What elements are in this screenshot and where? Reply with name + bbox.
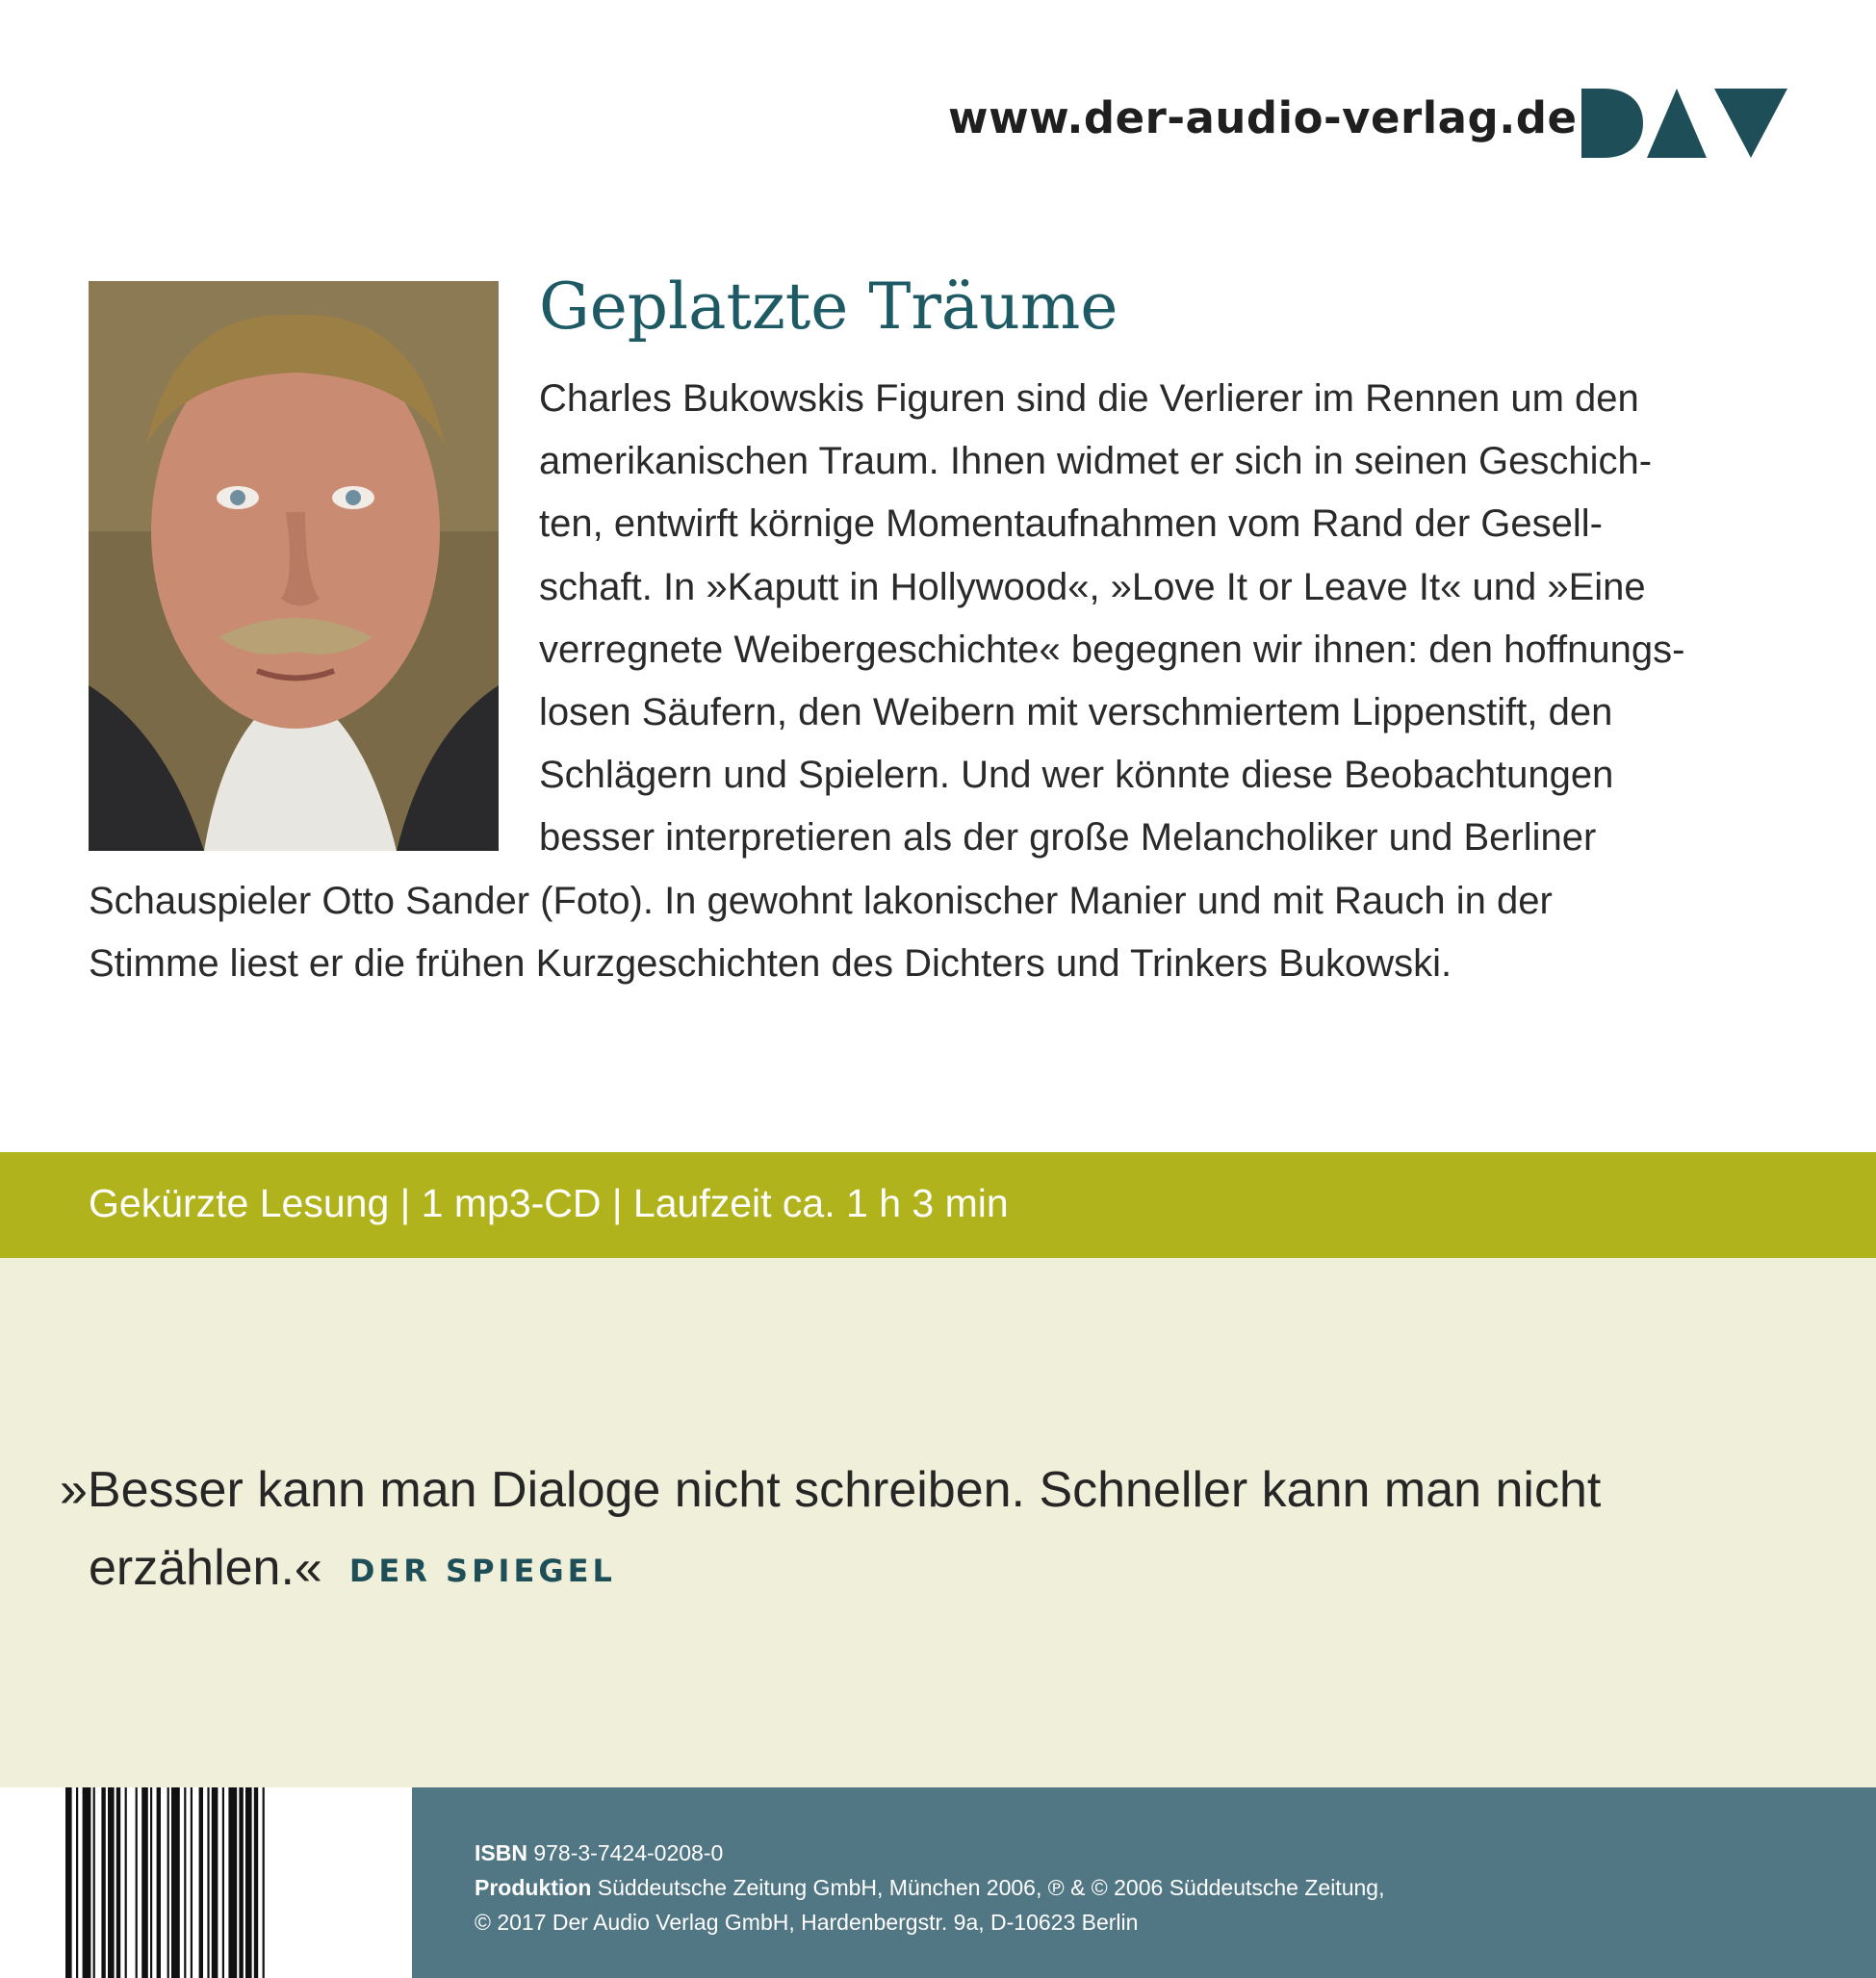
review-quote: [60, 1451, 1792, 1610]
headline-title: Geplatzte Träume: [539, 270, 1118, 344]
description-line: losen Säufern, den Weibern mit verschmiertem Lippenstift, den: [539, 690, 1613, 733]
barcode-bar: [65, 1787, 72, 1978]
barcode-bar: [254, 1787, 258, 1978]
description-line: besser interpretieren als der große Melancholiker und Berliner: [539, 816, 1597, 860]
publishing-info-text: [475, 1836, 1841, 1939]
barcode-bar: [245, 1787, 252, 1978]
barcode-bar: [125, 1787, 127, 1978]
description-line: Stimme liest er die frühen Kurzgeschichten des Dichters und Trinkers Bukowski.: [89, 941, 1452, 985]
description-line: ten, entwirft körnige Momentaufnahmen vom Rand der Gesell-: [539, 502, 1603, 546]
barcode-bar: [83, 1787, 91, 1978]
barcode-bar: [76, 1787, 78, 1978]
barcode-bar: [116, 1787, 120, 1978]
quote-line-last: [60, 1529, 1792, 1610]
barcode-bar: [222, 1787, 224, 1978]
quote-source: DER SPIEGEL: [348, 1552, 616, 1589]
barcode-bar: [136, 1787, 138, 1978]
description-line: Schlägern und Spielern. Und wer könnte diese Beobachtungen: [539, 754, 1614, 797]
isbn-value: 978-3-7424-0208-0: [533, 1840, 724, 1865]
description-line: Charles Bukowskis Figuren sind die Verlierer im Rennen um den: [539, 377, 1639, 420]
product-info-text: Gekürzte Lesung | 1 mp3-CD | Laufzeit ca. 1 h 3 min: [89, 1181, 1009, 1225]
barcode-icon: [65, 1787, 354, 1978]
publisher-url[interactable]: www.der-audio-verlag.de: [948, 92, 1578, 143]
barcode-bar: [101, 1787, 105, 1978]
barcode-bar: [199, 1787, 203, 1978]
barcode-bar: [212, 1787, 218, 1978]
quote-line: erzählen.«: [89, 1540, 322, 1596]
barcode-bar: [93, 1787, 95, 1978]
barcode-bar: [207, 1787, 209, 1978]
isbn-label: ISBN: [475, 1840, 527, 1865]
barcode-bar: [141, 1787, 148, 1978]
barcode-bar: [108, 1787, 115, 1978]
barcode-bar: [184, 1787, 186, 1978]
description-line: Schauspieler Otto Sander (Foto). In gewohnt lakonischer Manier und mit Rauch in der: [89, 879, 1553, 922]
isbn-row: [475, 1836, 1841, 1870]
quote-line: »Besser kann man Dialoge nicht schreiben. Schneller kann man nicht: [60, 1462, 1602, 1518]
description-line: amerikanischen Traum. Ihnen widmet er sich in seinen Geschich-: [539, 440, 1653, 483]
barcode-bar: [171, 1787, 180, 1978]
barcode-bar: [157, 1787, 161, 1978]
barcode-bar: [263, 1787, 265, 1978]
barcode-bar: [191, 1787, 193, 1978]
barcode-bar: [228, 1787, 237, 1978]
barcode-bar: [239, 1787, 243, 1978]
production-value: Süddeutsche Zeitung GmbH, München 2006, ℗ & © 2006 Süddeutsche Zeitung,: [597, 1875, 1385, 1900]
description-text: [89, 368, 1802, 995]
copyright-row: © 2017 Der Audio Verlag GmbH, Hardenbergstr. 9a, D-10623 Berlin: [475, 1910, 1139, 1935]
description-line: verregnete Weibergeschichte« begegnen wir ihnen: den hoffnungs-: [539, 628, 1685, 671]
production-row: [475, 1870, 1841, 1905]
dav-logo-icon: [1581, 89, 1787, 158]
barcode-bar: [167, 1787, 169, 1978]
barcode-bar: [150, 1787, 152, 1978]
description-line: schaft. In »Kaputt in Hollywood«, »Love It or Leave It« und »Eine: [539, 565, 1646, 608]
production-label: Produktion: [475, 1875, 592, 1900]
